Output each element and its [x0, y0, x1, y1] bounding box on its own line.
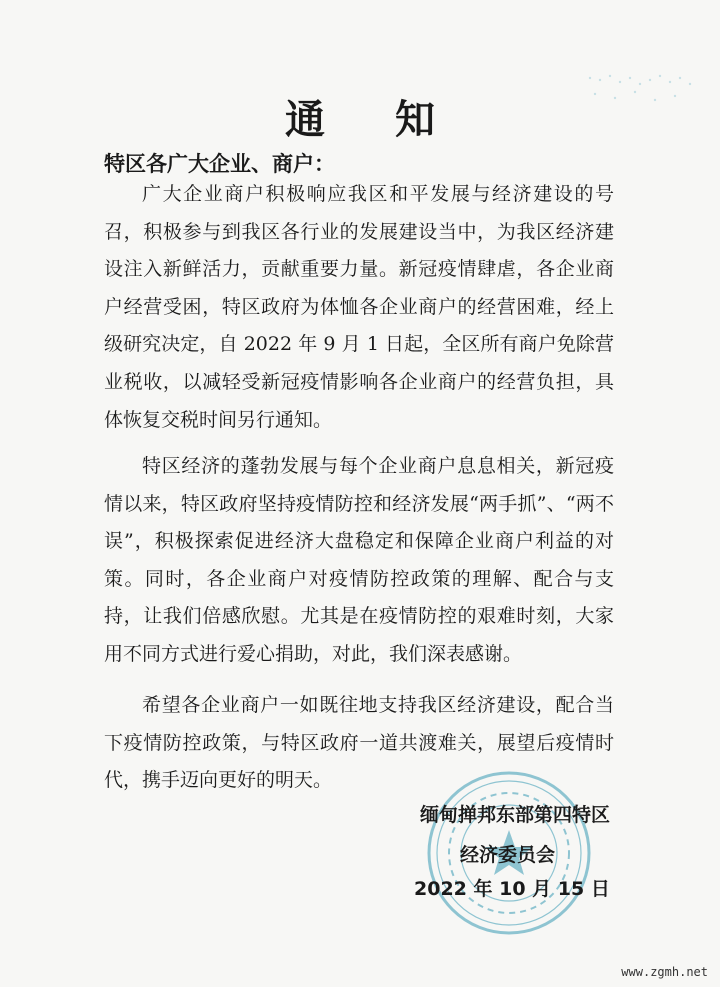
- signature-committee: 经济委员会: [460, 844, 556, 866]
- signature-date: 2022 年 10 月 15 日: [414, 878, 610, 900]
- salutation: 特区各广大企业、商户：: [104, 152, 335, 176]
- watermark-text: www.zgmh.net: [621, 965, 708, 979]
- paragraph-3: 希望各企业商户一如既往地支持我区经济建设，配合当下疫情防控政策，与特区政府一道共渡难关，展望后疫情时代，携手迈向更好的明天。: [104, 694, 614, 792]
- paragraph-1: 广大企业商户积极响应我区和平发展与经济建设的号召，积极参与到我区各行业的发展建设当中，为我区经济建设注入新鲜活力，贡献重要力量。新冠疫情肆虐，各企业商户经营受困，特区政府为体恤各企业商户的经营困难，经上级研究决定，自 2022 年 9 月 1 日起，全区所有商户免除营业税收，以减轻受新冠疫情影响各企业商户的经营负担，具体恢复交税时间另行通知。: [104, 183, 614, 431]
- page-title: 通 知: [285, 97, 463, 143]
- signature-organization: 缅甸掸邦东部第四特区: [420, 804, 611, 826]
- paragraph-2: 特区经济的蓬勃发展与每个企业商户息息相关，新冠疫情以来，特区政府坚持疫情防控和经济发展“两手抓”、“两不误”，积极探索促进经济大盘稳定和保障企业商户利益的对策。同时，各企业商户对疫情防控政策的理解、配合与支持，让我们倍感欣慰。尤其是在疫情防控的艰难时刻，大家用不同方式进行爱心捐助，对此，我们深表感谢。: [104, 455, 614, 665]
